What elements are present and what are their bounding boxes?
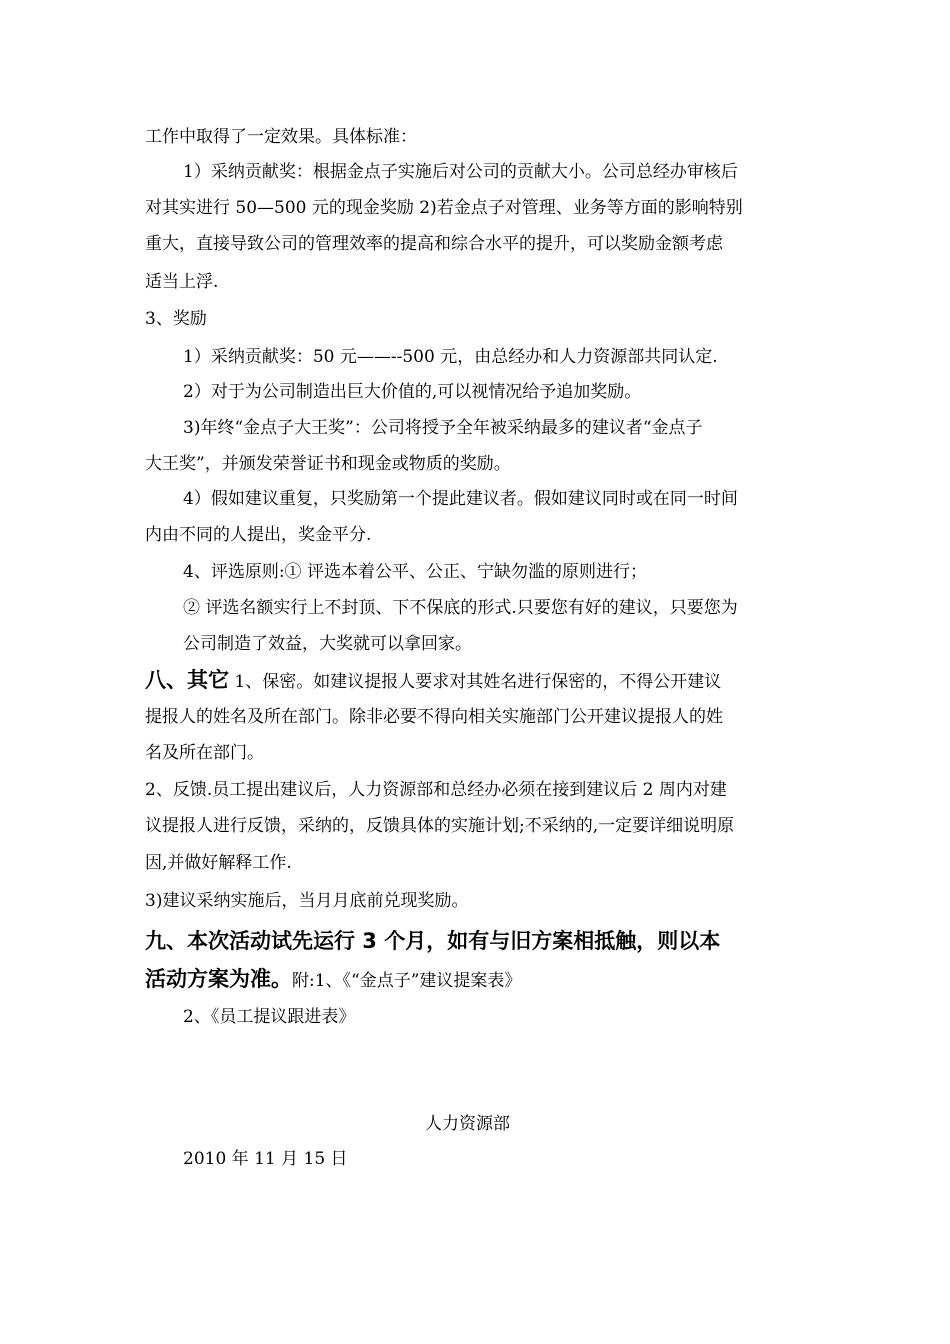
paragraph-line: 4）假如建议重复，只奖励第一个提此建议者。假如建议同时或在同一时间: [183, 489, 738, 509]
signature-department: 人力资源部: [425, 1114, 510, 1134]
attachment-2: 2、《员工提议跟进表》: [183, 1007, 356, 1027]
paragraph-line: 对其实进行 50—500 元的现金奖励 2)若金点子对管理、业务等方面的影响特别: [145, 198, 743, 218]
paragraph-line: 2、反馈.员工提出建议后，人力资源部和总经办必须在接到建议后 2 周内对建: [145, 780, 727, 800]
signature-date: 2010 年 11 月 15 日: [183, 1149, 348, 1169]
paragraph-line: 1）采纳贡献奖：50 元——--500 元，由总经办和人力资源部共同认定.: [183, 347, 718, 367]
paragraph-line: 因,并做好解释工作.: [145, 853, 292, 873]
section-heading: 3、奖励: [145, 309, 207, 329]
attachment-1: 附:1、《“金点子”建议提案表》: [292, 971, 522, 991]
section-9-heading: 九、本次活动试先运行 3 个月，如有与旧方案相抵触，则以本: [145, 929, 721, 953]
paragraph-line: 提报人的姓名及所在部门。除非必要不得向相关实施部门公开建议提报人的姓: [145, 707, 723, 727]
paragraph-line: 议提报人进行反馈，采纳的，反馈具体的实施计划;不采纳的,一定要详细说明原: [145, 816, 735, 836]
paragraph-line: 工作中取得了一定效果。具体标准：: [145, 127, 417, 147]
paragraph-line: ② 评选名额实行上不封顶、下不保底的形式.只要您有好的建议，只要您为: [183, 598, 738, 618]
paragraph-line: 1）采纳贡献奖：根据金点子实施后对公司的贡献大小。公司总经办审核后: [183, 162, 738, 182]
paragraph-line: 内由不同的人提出，奖金平分.: [145, 525, 372, 545]
section-9-line: [145, 964, 521, 996]
paragraph-line: 重大，直接导致公司的管理效率的提高和综合水平的提升，可以奖励金额考虑: [145, 234, 723, 254]
paragraph-line: 适当上浮.: [145, 272, 219, 292]
paragraph-line: 公司制造了效益，大奖就可以拿回家。: [183, 634, 472, 654]
section-8-heading: 八、其它: [145, 668, 229, 692]
paragraph-line: 3)年终“金点子大王奖”：公司将授予全年被采纳最多的建议者“金点子: [183, 418, 703, 438]
section-8-text: 1、保密。如建议提报人要求对其姓名进行保密的，不得公开建议: [229, 672, 722, 692]
section-8-line: [145, 668, 721, 694]
paragraph-line: 2）对于为公司制造出巨大价值的,可以视情况给予追加奖励。: [183, 382, 642, 402]
paragraph-line: 名及所在部门。: [145, 743, 264, 763]
section-9-heading-end: 活动方案为准。: [145, 967, 292, 991]
paragraph-line: 大王奖”，并颁发荣誉证书和现金或物质的奖励。: [145, 454, 511, 474]
paragraph-line: 4、评选原则:① 评选本着公平、公正、宁缺勿滥的原则进行；: [183, 562, 647, 582]
paragraph-line: 3)建议采纳实施后，当月月底前兑现奖励。: [145, 891, 469, 911]
